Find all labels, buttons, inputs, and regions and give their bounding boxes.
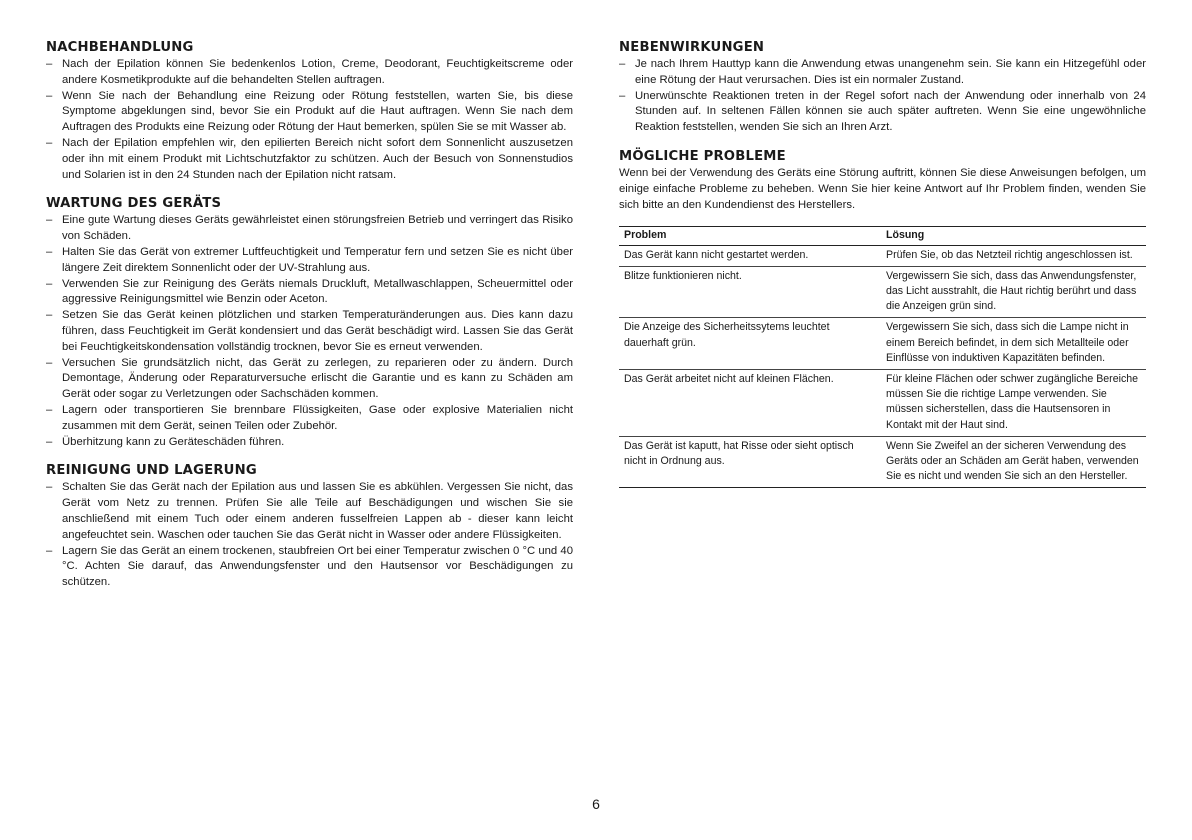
section-heading: WARTUNG DES GERÄTS <box>46 196 222 212</box>
list-item: – Versuchen Sie grundsätzlich nicht, das Gerät zu zerlegen, zu reparieren oder zu ändern. Durch Demontage, Änderung oder Reparaturversuche erlischt die Garantie und es kann zu Schäden am Gerät oder sogar zu Verletzungen oder Sachschäden kommen. <box>46 356 573 403</box>
table-row <box>619 266 1146 318</box>
list-item: – Nach der Epilation können Sie bedenkenlos Lotion, Creme, Deodorant, Feuchtigkeitscreme oder andere Kosmetikprodukte auf die behandelten Stellen auftragen. <box>46 57 573 89</box>
section-nebenwirkungen <box>619 40 1146 136</box>
solution-cell: Wenn Sie Zweifel an der sicheren Verwendung des Geräts oder an Schäden am Gerät haben, verwenden Sie es nicht und wenden Sie sich an den Hersteller. <box>881 436 1146 488</box>
list-item: – Setzen Sie das Gerät keinen plötzlichen und starken Temperaturänderungen aus. Dies kann dazu führen, dass Feuchtigkeit im Gerät kondensiert und das Gerät beschädigt wird. Lassen Sie das Gerät bei Feuchtigkeitskondensation vollständig trocknen, bevor Sie es erneut verwenden. <box>46 308 573 355</box>
column-header-solution: Lösung <box>881 227 1146 245</box>
solution-cell: Für kleine Flächen oder schwer zugängliche Bereiche müssen Sie die richtige Lampe verwenden. Sie müssen sicherstellen, dass die Hautsensoren in Kontakt mit der Haut sind. <box>881 370 1146 437</box>
list-item: – Lagern oder transportieren Sie brennbare Flüssigkeiten, Gase oder explosive Materialien nicht zusammen mit dem Gerät, seinen Teilen oder Zubehör. <box>46 403 573 435</box>
troubleshooting-table <box>619 226 1146 488</box>
column-header-problem: Problem <box>619 227 881 245</box>
section-heading: REINIGUNG UND LAGERUNG <box>46 463 257 479</box>
intro-paragraph: Wenn bei der Verwendung des Geräts eine Störung auftritt, können Sie diese Anweisungen befolgen, um einige einfache Probleme zu beheben. Wenn Sie hier keine Antwort auf Ihr Problem finden, wenden Sie sich bitte an den Kundendienst des Herstellers. <box>619 166 1146 211</box>
list-item: – Je nach Ihrem Hauttyp kann die Anwendung etwas unangenehm sein. Sie kann ein Hitzegefühl oder eine Rötung der Haut verursachen. Dies ist ein normaler Zustand. <box>619 57 1146 89</box>
problem-cell: Das Gerät arbeitet nicht auf kleinen Flächen. <box>619 370 881 437</box>
section-heading: MÖGLICHE PROBLEME <box>619 148 786 164</box>
section-heading: NEBENWIRKUNGEN <box>619 40 765 55</box>
list-item: – Wenn Sie nach der Behandlung eine Reizung oder Rötung feststellen, warten Sie, bis diese Symptome abgeklungen sind, bevor Sie ein Produkt auf die Haut auftragen. Wenn Sie nach dem Auftragen des Produkts eine Reizung oder Rötung der Haut bemerken, spülen Sie se mit Wasser ab. <box>46 89 573 136</box>
list-item: – Verwenden Sie zur Reinigung des Geräts niemals Druckluft, Metallwaschlappen, Scheuermittel oder aggressive Reinigungsmittel wie Benzin oder Aceton. <box>46 277 573 309</box>
table-header-row <box>619 227 1146 245</box>
section-nachbehandlung <box>46 40 573 183</box>
list-item: – Unerwünschte Reaktionen treten in der Regel sofort nach der Anwendung oder innerhalb von 24 Stunden auf. In seltenen Fällen können sie auch später auftreten. Wenn Sie eine ungewöhnliche Reaktion feststellen, wenden Sie sich an Ihren Arzt. <box>619 89 1146 136</box>
list-item: – Schalten Sie das Gerät nach der Epilation aus und lassen Sie es abkühlen. Vergessen Sie nicht, das Gerät vom Netz zu trennen. Prüfen Sie alle Teile auf Beschädigungen und wischen Sie sie anschließend mit einem Tuch oder einem anderen fusselfreien Lappen ab - dieser kann leicht angefeuchtet sein. Waschen oder tauchen Sie das Gerät nicht in Wasser oder andere Flüssigkeiten. <box>46 480 573 543</box>
solution-cell: Vergewissern Sie sich, dass sich die Lampe nicht in einem Bereich befindet, in dem sich Metallteile oder Einflüsse von induktiven Kapazitäten befinden. <box>881 318 1146 370</box>
bullet-list <box>46 480 573 591</box>
table-row <box>619 436 1146 488</box>
problem-cell: Die Anzeige des Sicherheitssytems leuchtet dauerhaft grün. <box>619 318 881 370</box>
section-heading: NACHBEHANDLUNG <box>46 40 194 55</box>
solution-cell: Prüfen Sie, ob das Netzteil richtig angeschlossen ist. <box>881 245 1146 266</box>
problem-cell: Das Gerät kann nicht gestartet werden. <box>619 245 881 266</box>
page-number: 6 <box>592 796 600 812</box>
list-item: – Halten Sie das Gerät von extremer Luftfeuchtigkeit und Temperatur fern und setzen Sie es nicht über längere Zeit direktem Sonnenlicht oder der UV-Strahlung aus. <box>46 245 573 277</box>
list-item: – Lagern Sie das Gerät an einem trockenen, staubfreien Ort bei einer Temperatur zwischen 0 °C und 40 °C. Achten Sie darauf, das Anwendungsfenster und den Hautsensor vor Beschädigungen zu schützen. <box>46 544 573 591</box>
bullet-list <box>619 57 1146 136</box>
bullet-list <box>46 213 573 450</box>
table-row <box>619 245 1146 266</box>
section-probleme <box>619 149 1146 488</box>
list-item: – Nach der Epilation empfehlen wir, den epilierten Bereich nicht sofort dem Sonnenlicht auszusetzen oder ihn mit einem Produkt mit Lichtschutzfaktor zu schützen. Auch der Besuch von Sonnenstudios und Solarien ist in den 24 Stunden nach der Epilation nicht ratsam. <box>46 136 573 183</box>
left-column <box>46 40 573 604</box>
section-reinigung <box>46 463 573 591</box>
bullet-list <box>46 57 573 183</box>
solution-cell: Vergewissern Sie sich, dass das Anwendungsfenster, das Licht ausstrahlt, die Haut richtig berührt und dass die Anzeigen grün sind. <box>881 266 1146 318</box>
right-column <box>619 40 1146 488</box>
problem-cell: Blitze funktionieren nicht. <box>619 266 881 318</box>
section-wartung <box>46 196 573 450</box>
problem-cell: Das Gerät ist kaputt, hat Risse oder sieht optisch nicht in Ordnung aus. <box>619 436 881 488</box>
list-item: – Überhitzung kann zu Geräteschäden führen. <box>46 435 573 451</box>
table-row <box>619 370 1146 437</box>
table-row <box>619 318 1146 370</box>
list-item: – Eine gute Wartung dieses Geräts gewährleistet einen störungsfreien Betrieb und verringert das Risiko von Schäden. <box>46 213 573 245</box>
